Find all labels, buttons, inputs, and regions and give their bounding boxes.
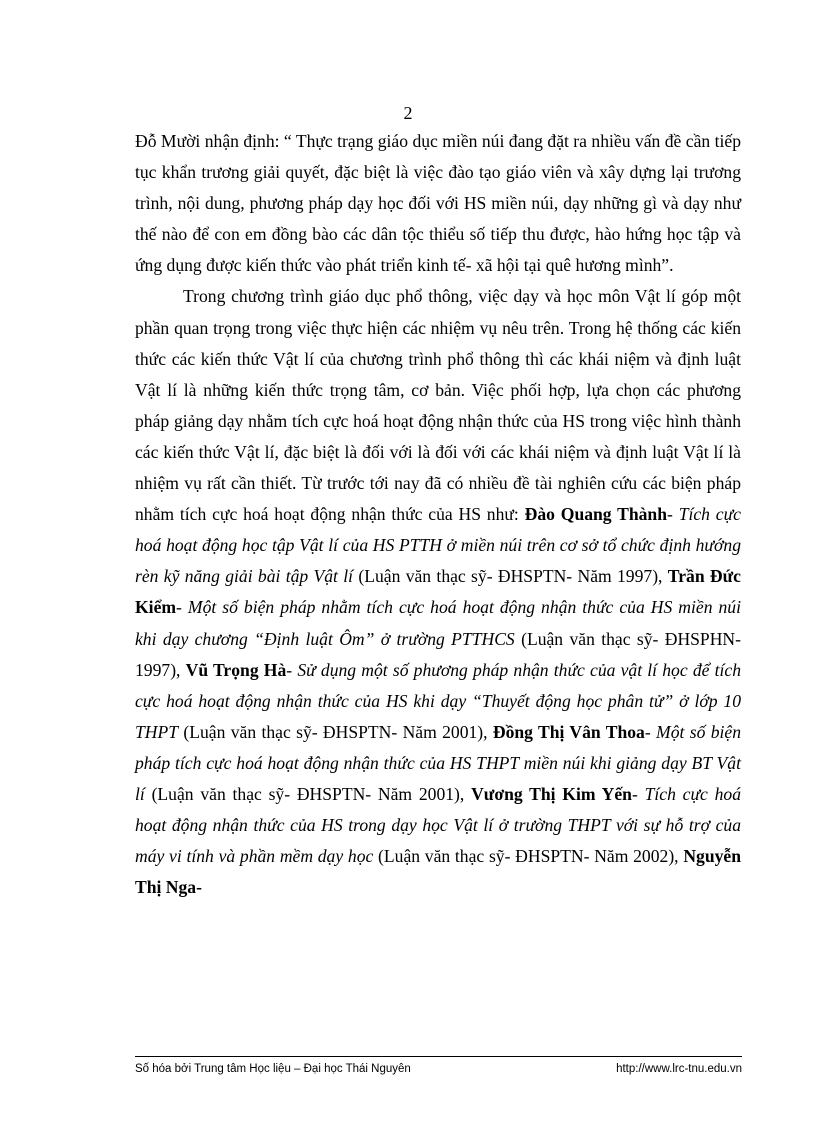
page-number: 2	[403, 103, 413, 123]
work-author: Đồng Thị Vân Thoa	[492, 721, 645, 742]
work-title: Sử dụng một số phương pháp nhận thức của vật lí học để tích cực hoá hoạt động nhận thức của HS khi dạy “Thuyết động học phân tử” ở lớp 10 THPT	[135, 659, 742, 742]
footer-url[interactable]: http://www.lrc-tnu.edu.vn	[616, 1063, 742, 1075]
work-author-last: Nguyễn Thị Nga-	[135, 846, 741, 898]
work-author: Đào Quang Thành	[524, 504, 667, 525]
work-title: Một số biện pháp nhằm tích cực hoá hoạt động nhận thức của HS miền núi khi dạy chương “Định luật Ôm” ở trường PTTHCS	[135, 597, 741, 649]
paragraph-research-overview: Trong chương trình giáo dục phổ thông, việc dạy và học môn Vật lí góp một phần quan trọng trong việc thực hiện các nhiệm vụ nêu trên. Trong hệ thống các kiến thức các kiến thức Vật lí của chương trình phổ thông thì các khái niệm và định luật Vật lí là những kiến thức trọng tâm, cơ bản. Việc phối hợp, lựa chọn các phương pháp giảng dạy nhằm tích cực hoá hoạt động nhận thức của HS trong việc hình thành các kiến thức Vật lí, đặc biệt là đối với là đối với các khái niệm và định luật Vật lí là nhiệm vụ rất cần thiết. Từ trước tới nay đã có nhiều đề tài nghiên cứu các biện pháp nhằm tích cực hoá hoạt động nhận thức của HS như: Đào Quang Thành- Tích cực hoá hoạt động học tập Vật lí của HS PTTH ở miền núi trên cơ sở tổ chức định hướng rèn kỹ năng giải bài tập Vật lí (Luận văn thạc sỹ- ĐHSPTN- Năm 1997), Trần Đức Kiểm- Một số biện pháp nhằm tích cực hoá hoạt động nhận thức của HS miền núi khi dạy chương “Định luật Ôm” ở trường PTTHCS (Luận văn thạc sỹ- ĐHSPHN- 1997), Vũ Trọng Hà- Sử dụng một số phương pháp nhận thức của vật lí học để tích cực hoá hoạt động nhận thức của HS khi dạy “Thuyết động học phân tử” ở lớp 10 THPT (Luận văn thạc sỹ- ĐHSPTN- Năm 2001), Đồng Thị Vân Thoa- Một số biện pháp tích cực hoá hoạt động nhận thức của HS THPT miền núi khi giảng dạy BT Vật lí (Luận văn thạc sỹ- ĐHSPTN- Năm 2001), Vương Thị Kim Yến- Tích cực hoá hoạt động nhận thức của HS trong dạy học Vật lí ở trường THPT với sự hỗ trợ của máy vi tính và phần mềm dạy học (Luận văn thạc sỹ- ĐHSPTN- Năm 2002), Nguyễn Thị Nga-	[135, 286, 742, 898]
work-note: (Luận văn thạc sỹ- ĐHSPTN- Năm 1997),	[358, 566, 668, 587]
work-author: Vương Thị Kim Yến	[471, 783, 632, 804]
work-note: (Luận văn thạc sỹ- ĐHSPTN- Năm 2002),	[378, 846, 684, 867]
work-title: Tích cực hoá hoạt động học tập Vật lí của HS PTTH ở miền núi trên cơ sở tổ chức định hướng rèn kỹ năng giải bài tập Vật lí	[135, 504, 741, 587]
work-author: Trần Đức Kiểm	[135, 566, 741, 618]
work-note: (Luận văn thạc sỹ- ĐHSPTN- Năm 2001),	[151, 783, 472, 804]
work-title: Tích cực hoá hoạt động nhận thức của HS trong dạy học Vật lí ở trường THPT với sự hỗ trợ của máy vi tính và phần mềm dạy học	[135, 783, 742, 867]
footer-divider	[135, 1056, 742, 1057]
paragraph-intro: Trong chương trình giáo dục phổ thông, việc dạy và học môn Vật lí góp một phần quan trọng trong việc thực hiện các nhiệm vụ nêu trên. Trong hệ thống các kiến thức các kiến thức Vật lí của chương trình phổ thông thì các khái niệm và định luật Vật lí là những kiến thức trọng tâm, cơ bản. Việc phối hợp, lựa chọn các phương pháp giảng dạy nhằm tích cực hoá hoạt động nhận thức của HS trong việc hình thành các kiến thức Vật lí, đặc biệt là đối với là đối với các khái niệm và định luật Vật lí là nhiệm vụ rất cần thiết. Từ trước tới nay đã có nhiều đề tài nghiên cứu các biện pháp nhằm tích cực hoá hoạt động nhận thức của HS như:	[135, 286, 741, 525]
work-note: (Luận văn thạc sỹ- ĐHSPTN- Năm 2001),	[183, 721, 493, 742]
footer	[135, 1060, 742, 1078]
document-body	[135, 126, 741, 903]
paragraph-quote: Đỗ Mười nhận định: “ Thực trạng giáo dục miền núi đang đặt ra nhiều vấn đề cần tiếp tục khẩn trương giải quyết, đặc biệt là việc đào tạo giáo viên và xây dựng lại trương trình, nội dung, phương pháp dạy học đối với HS miền núi, dạy những gì và dạy như thế nào để con em đồng bào các dân tộc thiểu số tiếp thu được, hào hứng học tập và ứng dụng được kiến thức vào phát triển kinh tế- xã hội tại quê hương mình”.	[135, 131, 741, 276]
footer-source: Số hóa bởi Trung tâm Học liệu – Đại học Thái Nguyên	[135, 1063, 411, 1075]
work-title: Một số biện pháp tích cực hoá hoạt động nhận thức của HS THPT miền núi khi giảng dạy BT Vật lí	[135, 721, 741, 804]
work-note: (Luận văn thạc sỹ- ĐHSPHN- 1997),	[135, 628, 741, 680]
work-author: Vũ Trọng Hà	[185, 659, 287, 680]
